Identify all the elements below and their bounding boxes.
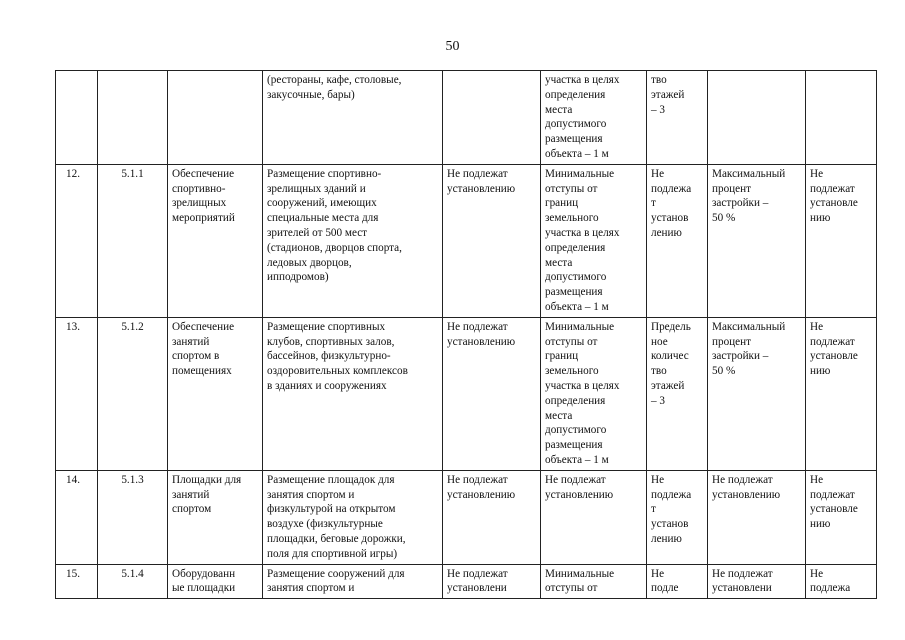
row-number-cell: 12. — [56, 164, 98, 317]
use-name-cell: Оборудованн ые площадки — [168, 564, 263, 599]
code-cell: 5.1.3 — [98, 470, 168, 564]
use-name-cell — [168, 71, 263, 165]
coverage-cell: Максимальный процент застройки – 50 % — [708, 164, 806, 317]
code-cell: 5.1.4 — [98, 564, 168, 599]
floors-cell: Не подлежа т установ лению — [647, 470, 708, 564]
other-params-cell: Не подлежа — [806, 564, 877, 599]
size-limits-cell: Не подлежат установлению — [443, 164, 541, 317]
table-row — [56, 317, 877, 470]
zoning-regulations-table — [55, 70, 877, 599]
other-params-cell: Не подлежат установле нию — [806, 470, 877, 564]
other-params-cell: Не подлежат установле нию — [806, 317, 877, 470]
description-cell: (рестораны, кафе, столовые, закусочные, бары) — [263, 71, 443, 165]
description-cell: Размещение спортивно- зрелищных зданий и сооружений, имеющих специальные места для зрителей от 500 мест (стадионов, дворцов спорта, ледовых дворцов, ипподромов) — [263, 164, 443, 317]
size-limits-cell: Не подлежат установлению — [443, 317, 541, 470]
other-params-cell: Не подлежат установле нию — [806, 164, 877, 317]
setbacks-cell: Минимальные отступы от границ земельного участка в целях определения места допустимого размещения объекта – 1 м — [541, 164, 647, 317]
code-cell: 5.1.1 — [98, 164, 168, 317]
description-cell: Размещение площадок для занятия спортом и физкультурой на открытом воздухе (физкультурные площадки, беговые дорожки, поля для спортивной игры) — [263, 470, 443, 564]
page-number: 50 — [445, 39, 460, 54]
other-params-cell — [806, 71, 877, 165]
size-limits-cell: Не подлежат установлени — [443, 564, 541, 599]
use-name-cell: Обеспечение спортивно- зрелищных мероприятий — [168, 164, 263, 317]
floors-cell: Не подлежа т установ лению — [647, 164, 708, 317]
use-name-cell: Площадки для занятий спортом — [168, 470, 263, 564]
row-number-cell: 15. — [56, 564, 98, 599]
table-row — [56, 71, 877, 165]
floors-cell: Не подле — [647, 564, 708, 599]
code-cell: 5.1.2 — [98, 317, 168, 470]
row-number-cell: 13. — [56, 317, 98, 470]
coverage-cell — [708, 71, 806, 165]
floors-cell: Предель ное количес тво этажей – 3 — [647, 317, 708, 470]
use-name-cell: Обеспечение занятий спортом в помещениях — [168, 317, 263, 470]
coverage-cell: Не подлежат установлени — [708, 564, 806, 599]
row-number-cell: 14. — [56, 470, 98, 564]
size-limits-cell: Не подлежат установлению — [443, 470, 541, 564]
description-cell: Размещение сооружений для занятия спортом и — [263, 564, 443, 599]
setbacks-cell: Не подлежат установлению — [541, 470, 647, 564]
setbacks-cell: участка в целях определения места допустимого размещения объекта – 1 м — [541, 71, 647, 165]
coverage-cell: Максимальный процент застройки – 50 % — [708, 317, 806, 470]
setbacks-cell: Минимальные отступы от границ земельного участка в целях определения места допустимого размещения объекта – 1 м — [541, 317, 647, 470]
setbacks-cell: Минимальные отступы от — [541, 564, 647, 599]
table-row — [56, 164, 877, 317]
floors-cell: тво этажей – 3 — [647, 71, 708, 165]
coverage-cell: Не подлежат установлению — [708, 470, 806, 564]
code-cell — [98, 71, 168, 165]
table-row — [56, 564, 877, 599]
row-number-cell — [56, 71, 98, 165]
size-limits-cell — [443, 71, 541, 165]
description-cell: Размещение спортивных клубов, спортивных залов, бассейнов, физкультурно- оздоровительных комплексов в зданиях и сооружениях — [263, 317, 443, 470]
table-row — [56, 470, 877, 564]
